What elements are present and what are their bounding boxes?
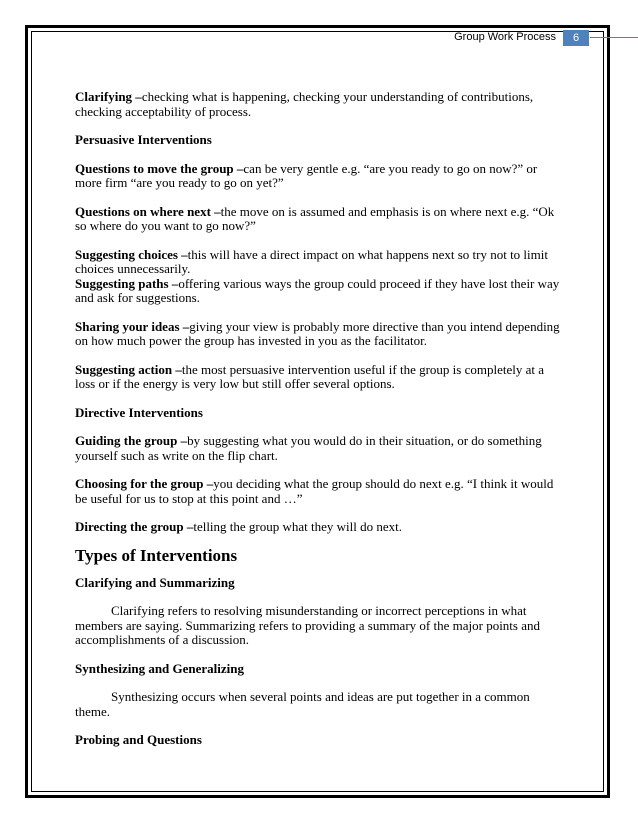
heading-clarifying-summarizing: Clarifying and Summarizing (75, 574, 235, 590)
term-directing: Directing the group – (75, 519, 194, 534)
term-suggesting-paths: Suggesting paths – (75, 275, 179, 291)
term-clarifying: Clarifying – (75, 89, 142, 104)
paragraph-directing (75, 520, 567, 535)
paragraph-clarifying (75, 90, 567, 119)
heading-synthesizing-generalizing: Synthesizing and Generalizing (75, 660, 245, 676)
paragraph-questions-next (75, 205, 567, 234)
text-suggesting-paths: offering various ways the group could proceed if they have lost their way and ask for suggestions. (75, 275, 560, 305)
paragraph-suggesting-paths (75, 277, 567, 306)
paragraph-clarifying-summarizing: Clarifying refers to resolving misunderstanding or incorrect perceptions in what members are saying. Summarizing refers to providing a summary of the major points and accomplishments of a discussion. (75, 603, 540, 647)
term-suggesting-action: Suggesting action – (75, 361, 182, 377)
text-questions-move: can be very gentle e.g. “are you ready to go on now?” or more firm “are you ready to go on yet?” (75, 160, 538, 190)
header-rule (590, 37, 638, 38)
paragraph-suggesting-action (75, 363, 567, 392)
heading-types-of-interventions: Types of Interventions (75, 545, 238, 565)
text-directing: telling the group what they will do next. (193, 519, 403, 534)
header-title: Group Work Process (454, 31, 556, 43)
text-sharing-ideas: giving your view is probably more directive than you intend depending on how much power the group has invested in you as the facilitator. (75, 318, 560, 348)
paragraph-choosing (75, 477, 567, 506)
paragraph-questions-move (75, 162, 567, 191)
term-suggesting-choices: Suggesting choices – (75, 246, 188, 262)
heading-persuasive: Persuasive Interventions (75, 132, 212, 147)
paragraph-guiding (75, 434, 567, 463)
text-guiding: by suggesting what you would do in their situation, or do something yourself such as write on the flip chart. (75, 433, 542, 463)
page-number-badge: 6 (563, 30, 589, 46)
text-questions-next: the move on is assumed and emphasis is on where next e.g. “Ok so where do you want to go now?” (75, 203, 555, 233)
text-suggesting-choices: this will have a direct impact on what happens next so try not to limit choices unnecessarily. (75, 246, 548, 276)
term-choosing: Choosing for the group – (75, 476, 214, 491)
term-guiding: Guiding the group – (75, 433, 188, 448)
heading-probing-questions: Probing and Questions (75, 732, 202, 747)
page-header (0, 30, 638, 46)
term-sharing-ideas: Sharing your ideas – (75, 318, 190, 334)
text-choosing: you deciding what the group should do next e.g. “I think it would be useful for us to stop at this point and …” (75, 476, 554, 506)
paragraph-sharing-ideas (75, 320, 567, 349)
term-questions-next: Questions on where next – (75, 203, 221, 219)
text-clarifying: checking what is happening, checking your understanding of contributions, checking acceptability of process. (75, 89, 534, 119)
document-body (75, 90, 567, 748)
heading-directive: Directive Interventions (75, 404, 203, 420)
text-suggesting-action: the most persuasive intervention useful if the group is completely at a loss or if the energy is very low but still offer several options. (75, 361, 545, 391)
paragraph-synthesizing: Synthesizing occurs when several points and ideas are put together in a common theme. (75, 689, 530, 719)
term-questions-move: Questions to move the group – (75, 160, 244, 176)
paragraph-suggesting-choices (75, 248, 567, 277)
